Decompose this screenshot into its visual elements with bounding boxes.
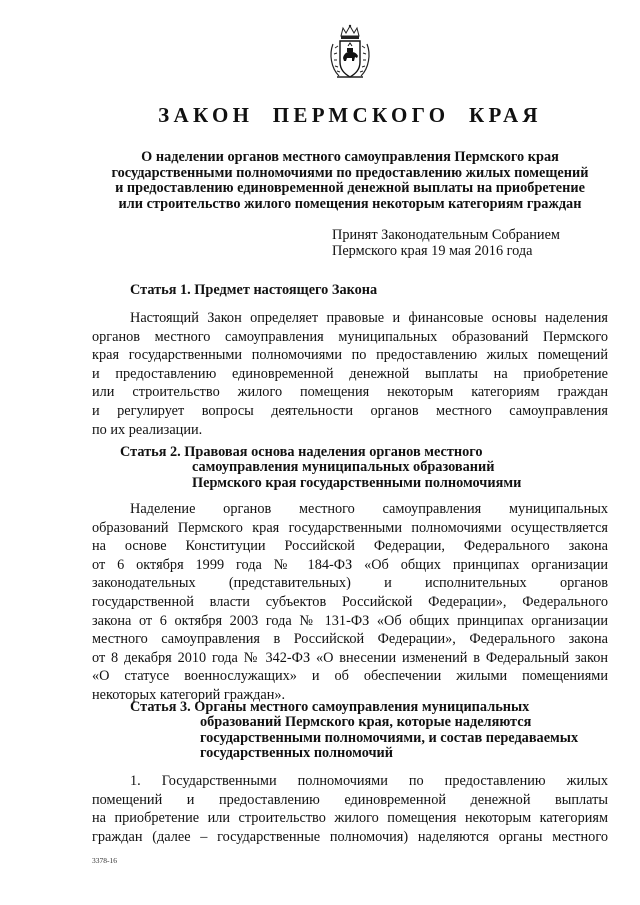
subtitle-line: О наделении органов местного самоуправления Пермского края	[141, 149, 559, 165]
article-3-text	[92, 772, 608, 846]
text-line: на приобретение или строительство жилого помещения некоторым категориям	[92, 810, 608, 827]
document-code: 3378-16	[92, 856, 117, 865]
text-line: 1. Государственными полномочиями по предоставлению жилых	[130, 773, 608, 789]
text-line: органов местного самоуправления муниципальных образований Пермского	[92, 328, 608, 345]
text-line: местного самоуправления в Российской Федерации», Федерального закона	[92, 631, 608, 648]
text-line: Наделение органов местного самоуправления муниципальных	[130, 501, 608, 517]
text-line: законодательных (представительных) и исполнительных органов	[92, 575, 608, 592]
coat-of-arms-icon	[327, 24, 373, 82]
document-title: ЗАКОН ПЕРМСКОГО КРАЯ	[158, 103, 542, 127]
text-line: образований Пермского края государственными полномочиями осуществляется	[92, 519, 608, 536]
text-line: и предоставлению единовременной денежной выплаты на приобретение	[92, 365, 608, 382]
subtitle-line: или строительство жилого помещения некоторым категориям граждан	[118, 195, 582, 212]
adoption-note	[332, 227, 560, 259]
subtitle-line: государственными полномочиями по предоставлению жилых помещений	[111, 164, 589, 181]
article-3-heading: Статья 3. Органы местного самоуправления муниципальных образований Пермского края, которые наделяются государственными полномочиями, и состав передаваемых государственных полномочий	[130, 699, 579, 762]
subtitle-line: и предоставлению единовременной денежной выплаты на приобретение	[115, 180, 585, 197]
text-line: государственной власти субъектов Российской Федерации», Федерального	[92, 593, 608, 610]
document-subtitle	[100, 150, 600, 212]
article-1-text	[92, 309, 608, 439]
text-line: по их реализации.	[92, 421, 203, 438]
article-1-heading: Статья 1. Предмет настоящего Закона	[130, 282, 378, 298]
text-line: края государственными полномочиями по предоставлению жилых помещений	[92, 347, 608, 364]
article-2-heading: Статья 2. Правовая основа наделения органов местного самоуправления муниципальных образований Пермского края государственными полномочиями	[120, 444, 522, 491]
article-2-text	[92, 500, 608, 705]
adoption-line: Пермского края 19 мая 2016 года	[332, 243, 533, 259]
text-line: «О статусе военнослужащих» и об обеспечении жилыми помещениями	[92, 668, 608, 685]
text-line: граждан (далее – государственные полномочия) наделяются органы местного	[92, 828, 608, 845]
text-line: на основе Конституции Российской Федерации, Федерального закона	[92, 538, 608, 555]
text-line: Настоящий Закон определяет правовые и финансовые основы наделения	[130, 310, 608, 326]
text-line: помещений и предоставлению единовременной денежной выплаты	[92, 791, 608, 808]
text-line: от 6 октября 1999 года № 184-ФЗ «Об общих принципах организации	[92, 556, 608, 573]
text-line: закона от 6 октября 2003 года № 131-ФЗ «Об общих принципах организации	[92, 612, 608, 629]
text-line: некоторых категорий граждан».	[92, 686, 286, 703]
text-line: от 8 декабря 2010 года № 342-ФЗ «О внесении изменений в Федеральный закон	[92, 649, 608, 666]
text-line: и регулирует вопросы деятельности органов местного самоуправления	[92, 402, 608, 419]
text-line: или строительство жилого помещения некоторым категориям граждан	[92, 384, 608, 401]
adoption-line: Принят Законодательным Собранием	[332, 227, 560, 243]
